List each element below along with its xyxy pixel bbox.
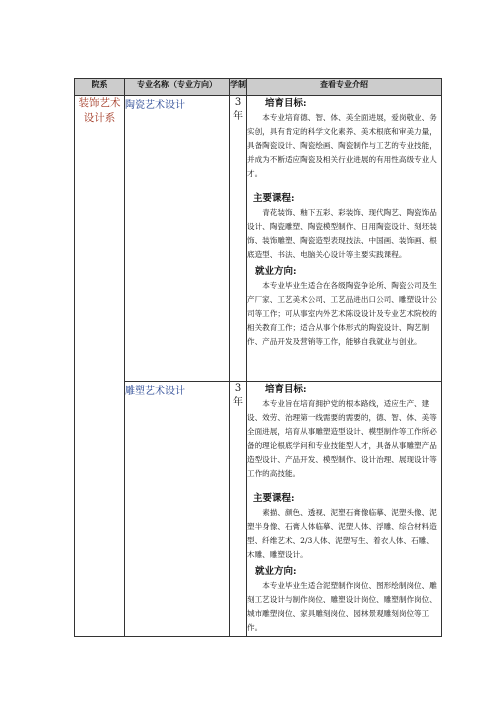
years-value: 3年 xyxy=(233,383,243,408)
goal-text: 本专业旨在培育拥护党的根本路线，适应生产、建设、效劳、治理第一线需要的需要的，德、智、体、美等全面进展，培育从事雕塑造型设计、模型制作等工作所必备的理论根底学问和专业技能型人才，具备从事雕塑产品造型设计、产品开发、模型制作、设计治理、展现设计等工作的高技能。 xyxy=(247,399,437,478)
intro-cell xyxy=(247,96,442,382)
career-text: 本专业毕业生适合泥塑制作岗位、图形绘制岗位、雕刻工艺设计与制作岗位、雕塑设计岗位、雕塑制作岗位、城市雕塑岗位、家具雕刻岗位、园林景观雕刻岗位等工作。 xyxy=(247,581,437,632)
goal-title: 培育目标: xyxy=(265,98,307,109)
goal-text: 本专业培育德、智、体、美全面进展，爱岗敬业、务实创，具有肯定的科学文化素养、美术根底和审美力量，具备陶瓷设计、陶瓷绘画、陶瓷制作与工艺的专业技能，并成为不断适应陶瓷及相关行业进展的有用性高级专业人才。 xyxy=(247,113,437,178)
intro-cell xyxy=(247,382,442,637)
header-major: 专业名称（专业方向） xyxy=(125,79,230,96)
years-cell xyxy=(230,96,247,382)
courses-text: 青花装饰、釉下五彩、彩装饰、现代陶艺、陶瓷饰品设计、陶瓷雕塑、陶瓷模型制作、日用陶瓷设计、刻坯装饰、装饰雕塑、陶瓷造型表现技法、中国画、装饰画、根底造型、书法、电脑关心设计等主要实践课程。 xyxy=(247,208,437,259)
courses-title: 主要课程: xyxy=(253,493,295,504)
years-value: 3年 xyxy=(233,97,243,122)
career-text: 本专业毕业生适合在各级陶瓷争论所、陶瓷公司及生产厂家、工艺美术公司、工艺品进出口公司、雕塑设计公司等工作；可从事室内外艺术陈设设计及专业艺术院校的相关教育工作；适合从事个体形式的陶瓷设计、陶艺制作、产品开发及营销等工作，能够自我就业与创业。 xyxy=(247,281,437,346)
career-title: 就业方向: xyxy=(255,566,297,577)
header-intro: 查看专业介绍 xyxy=(247,79,442,96)
major-name[interactable]: 陶瓷艺术设计 xyxy=(125,100,185,111)
table-header-row xyxy=(75,79,442,96)
department-cell xyxy=(75,96,125,637)
table-row xyxy=(75,96,442,382)
career-title: 就业方向: xyxy=(255,266,297,277)
header-college: 院系 xyxy=(75,79,125,96)
header-years: 学制 xyxy=(230,79,247,96)
years-cell xyxy=(230,382,247,637)
major-cell xyxy=(125,96,230,382)
department-name: 装饰艺术设计系 xyxy=(78,97,121,124)
courses-title: 主要课程: xyxy=(253,193,295,204)
goal-title: 培育目标: xyxy=(265,384,307,395)
table-row xyxy=(75,382,442,637)
major-name[interactable]: 雕塑艺术设计 xyxy=(125,386,185,397)
courses-text: 素描、颜色、透视、泥塑石膏像临摹、泥塑头像、泥塑半身像、石膏人体临摹、泥塑人体、浮雕、综合材料造型、纤维艺术、2/3人体、泥塑写生、着衣人体、石雕、木雕、雕塑设计。 xyxy=(247,508,437,559)
major-cell xyxy=(125,382,230,637)
program-table xyxy=(74,78,442,637)
